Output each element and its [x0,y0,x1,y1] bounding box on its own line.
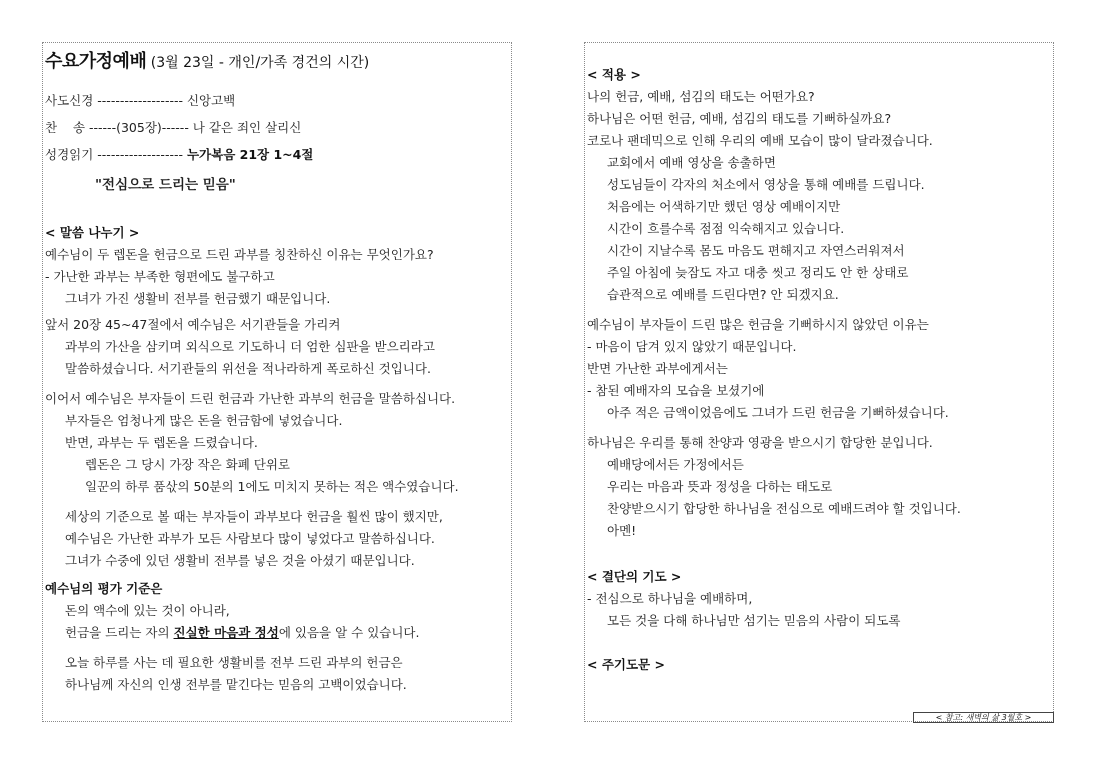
emphasis-text: 진실한 마음과 정성 [173,625,279,640]
apply-line: 교회에서 예배 영상을 송출하면 [607,155,776,170]
reading-label: 성경읽기 [45,147,94,162]
creed-label: 사도신경 [45,93,94,108]
reading-reference: 누가복음 21장 1~4절 [186,147,314,162]
prayer-heading: < 결단의 기도 > [587,569,682,584]
title-subtitle: (3월 23일 - 개인/가족 경건의 시간) [146,55,370,71]
prayer-line: - 전심으로 하나님을 예배하며, [587,591,753,606]
source-reference-tag: < 참고: 새벽의 삶 3월호 > [913,712,1054,723]
apply-line: 나의 헌금, 예배, 섬김의 태도는 어떤가요? [587,89,815,104]
share-line: 렙돈은 그 당시 가장 작은 화폐 단위로 [85,457,290,472]
apply-line: - 마음이 담겨 있지 않았기 때문입니다. [587,339,797,354]
emphasis-suffix: 에 있음을 알 수 있습니다. [278,625,420,640]
order-creed [45,93,235,109]
sermon-title: "전심으로 드리는 믿음" [95,177,236,193]
creed-line: ------------------- 신앙고백 [93,93,236,108]
apply-line: - 참된 예배자의 모습을 보셨기에 [587,383,765,398]
share-line: 세상의 기준으로 볼 때는 부자들이 과부보다 헌금을 훨씬 많이 했지만, [65,509,443,524]
hymn-label: 찬 송 [45,120,86,135]
apply-line: 하나님은 어떤 헌금, 예배, 섬김의 태도를 기뻐하실까요? [587,111,892,126]
share-heading: < 말씀 나누기 > [45,225,140,240]
apply-line: 예배당에서든 가정에서든 [607,457,744,472]
apply-line: 아멘! [607,523,637,538]
share-line: 예수님은 가난한 과부가 모든 사람보다 많이 넣었다고 말씀하십니다. [65,531,435,546]
apply-line: 우리는 마음과 뜻과 정성을 다하는 태도로 [607,479,833,494]
share-line: 일꾼의 하루 품삯의 50분의 1에도 미치지 못하는 적은 액수였습니다. [85,479,459,494]
apply-line: 주일 아침에 늦잠도 자고 대충 씻고 정리도 안 한 상태로 [607,265,909,280]
apply-line: 성도님들이 각자의 처소에서 영상을 통해 예배를 드립니다. [607,177,925,192]
share-line: 오늘 하루를 사는 데 필요한 생활비를 전부 드린 과부의 헌금은 [65,655,403,670]
share-line: 이어서 예수님은 부자들이 드린 헌금과 가난한 과부의 헌금을 말씀하십니다. [45,391,456,406]
apply-line: 시간이 흐를수록 점점 익숙해지고 있습니다. [607,221,845,236]
apply-line: 코로나 팬데믹으로 인해 우리의 예배 모습이 많이 달라졌습니다. [587,133,933,148]
share-line: 그녀가 가진 생활비 전부를 헌금했기 때문입니다. [65,291,331,306]
lords-prayer-heading: < 주기도문 > [587,657,665,672]
order-hymn [45,120,301,136]
share-question: 예수님이 두 렙돈을 헌금으로 드린 과부를 칭찬하신 이유는 무엇인가요? [45,247,434,262]
share-line: 그녀가 수중에 있던 생활비 전부를 넣은 것을 아셨기 때문입니다. [65,553,415,568]
apply-line: 반면 가난한 과부에게서는 [587,361,728,376]
share-line: - 가난한 과부는 부족한 형편에도 불구하고 [45,269,275,284]
apply-line: 습관적으로 예배를 드린다면? 안 되겠지요. [607,287,839,302]
apply-line: 처음에는 어색하기만 했던 영상 예배이지만 [607,199,841,214]
apply-line: 예수님이 부자들이 드린 많은 헌금을 기뻐하시지 않았던 이유는 [587,317,929,332]
apply-line: 찬양받으시기 합당한 하나님을 전심으로 예배드려야 할 것입니다. [607,501,961,516]
reading-line: ------------------- [93,147,187,162]
title-main: 수요가정예배 [45,51,147,72]
apply-line: 하나님은 우리를 통해 찬양과 영광을 받으시기 합당한 분입니다. [587,435,933,450]
emphasis-prefix: 헌금을 드리는 자의 [65,625,174,640]
share-line: 과부의 가산을 삼키며 외식으로 기도하니 더 엄한 심판을 받으리라고 [65,339,435,354]
share-line: 반면, 과부는 두 렙돈을 드렸습니다. [65,435,258,450]
apply-heading: < 적용 > [587,67,641,82]
share-line: 부자들은 엄청나게 많은 돈을 헌금함에 넣었습니다. [65,413,343,428]
left-page [42,42,512,722]
share-line: 말씀하셨습니다. 서기관들의 위선을 적나라하게 폭로하신 것입니다. [65,361,431,376]
evaluation-heading: 예수님의 평가 기준은 [45,581,163,596]
order-reading [45,147,313,163]
share-line: 하나님께 자신의 인생 전부를 맡긴다는 믿음의 고백이었습니다. [65,677,407,692]
apply-line: 아주 적은 금액이었음에도 그녀가 드린 헌금을 기뻐하셨습니다. [607,405,949,420]
share-line: 돈의 액수에 있는 것이 아니라, [65,603,230,618]
prayer-line: 모든 것을 다해 하나님만 섬기는 믿음의 사람이 되도록 [607,613,901,628]
share-line-emphasis [65,625,419,641]
share-line: 앞서 20장 45~47절에서 예수님은 서기관들을 가리켜 [45,317,341,332]
document-title [45,47,369,73]
right-page [584,42,1054,722]
apply-line: 시간이 지날수록 몸도 마음도 편해지고 자연스러워져서 [607,243,905,258]
hymn-line: ------(305장)------ 나 같은 죄인 살리신 [85,120,302,135]
